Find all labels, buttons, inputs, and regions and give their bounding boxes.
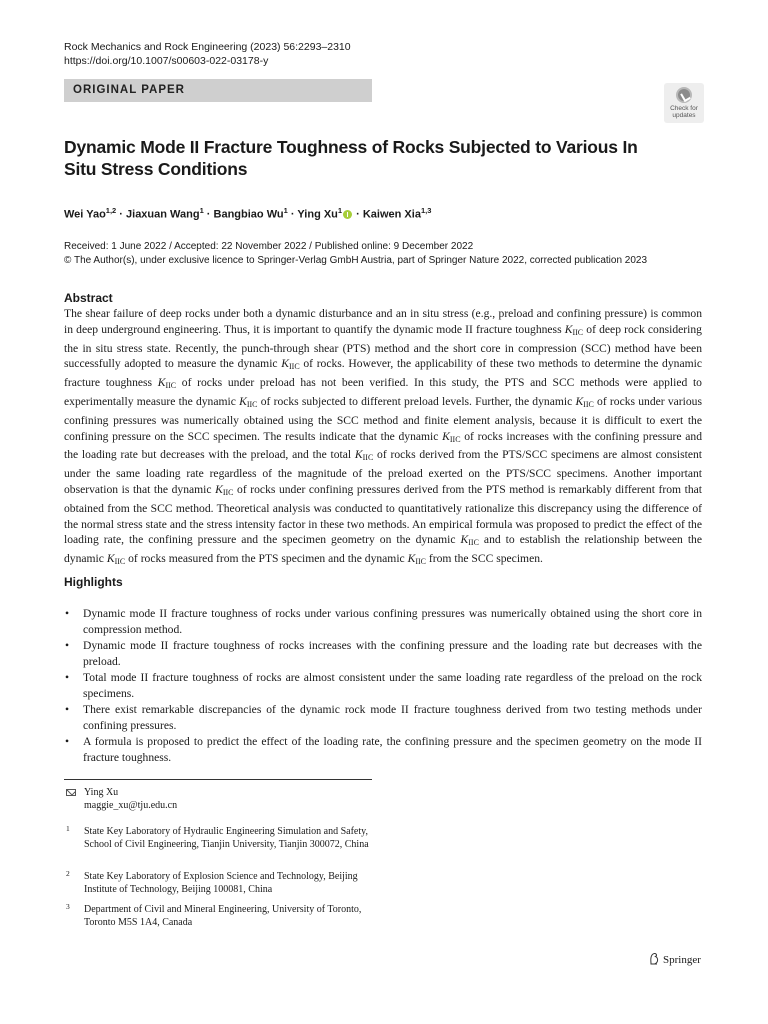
highlight-item: • Total mode II fracture toughness of rocks are almost consistent under the same loading rate regardless of the preload on the rock specimens.	[64, 670, 702, 702]
author-affil-ref[interactable]: 1,2	[105, 206, 117, 215]
author-separator: ·	[116, 208, 127, 221]
check-updates-text: Check for updates	[670, 105, 698, 119]
affiliation-number: 1	[66, 824, 70, 833]
affiliation-text: Department of Civil and Mineral Engineering, University of Toronto, Toronto M5S 1A4, Canada	[84, 904, 362, 928]
highlight-item: • Dynamic mode II fracture toughness of rocks under various confining pressures was numerically obtained using the short core in compression method.	[64, 606, 702, 638]
author-affil-ref[interactable]: 1,3	[420, 206, 432, 215]
article-type-label: ORIGINAL PAPER	[64, 79, 372, 102]
springer-horse-icon	[648, 952, 660, 965]
k-iic-symbol: $K_{IIC}$	[442, 429, 461, 444]
author-name[interactable]: Wei Yao	[64, 208, 106, 221]
highlight-item: • Dynamic mode II fracture toughness of rocks increases with the confining pressure and the loading rate but decreases with the preload.	[64, 638, 702, 670]
affiliation-number: 3	[66, 902, 70, 911]
author-affil-ref[interactable]: 1	[283, 206, 288, 215]
k-iic-symbol: $K_{IIC}$	[106, 552, 126, 567]
envelope-icon	[66, 789, 76, 796]
paper-title: Dynamic Mode II Fracture Toughness of Rocks Subjected to Various In Situ Stress Conditions	[64, 137, 638, 179]
highlights-heading: Highlights	[64, 575, 123, 589]
k-iic-symbol: $K_{IIC}$	[564, 322, 584, 337]
author-name[interactable]: Kaiwen Xia	[362, 208, 421, 221]
author-affil-ref[interactable]: 1	[337, 206, 343, 215]
author-list	[64, 204, 431, 222]
affiliation-number: 2	[66, 869, 70, 878]
author-separator: ·	[287, 208, 298, 221]
k-iic-symbol: $K_{IIC}$	[354, 448, 374, 463]
k-iic-symbol: $K_{IIC}$	[407, 552, 427, 567]
author-separator: ·	[353, 208, 363, 221]
author-name[interactable]: Bangbiao Wu	[213, 208, 284, 221]
check-updates-icon	[676, 87, 692, 103]
highlight-item: • There exist remarkable discrepancies of the dynamic rock mode II fracture toughness derived from two testing methods under confining pressures.	[64, 702, 702, 734]
author-name[interactable]: Ying Xu	[297, 208, 338, 221]
journal-citation: Rock Mechanics and Rock Engineering (2023) 56:2293–2310	[64, 41, 351, 53]
k-iic-symbol: $K_{IIC}$	[460, 533, 479, 548]
affiliation-text: State Key Laboratory of Hydraulic Engineering Simulation and Safety, School of Civil Engineering, Tianjin University, Tianjin 300072, China	[84, 826, 369, 850]
author-separator: ·	[203, 208, 214, 221]
corresponding-author-email[interactable]: maggie_xu@tju.edu.cn	[84, 800, 178, 811]
copyright-notice: © The Author(s), under exclusive licence to Springer-Verlag GmbH Austria, part of Springer Nature 2022, corrected publication 2023	[64, 255, 648, 266]
k-iic-symbol: $K_{IIC}$	[239, 394, 258, 409]
highlight-item: • A formula is proposed to predict the effect of the loading rate, the confining pressure and the specimen geometry on the mode II fracture toughness.	[64, 734, 702, 766]
highlights-list	[64, 606, 702, 766]
author-name[interactable]: Jiaxuan Wang	[126, 208, 200, 221]
abstract-heading: Abstract	[64, 291, 113, 305]
k-iic-symbol: $K_{IIC}$	[575, 394, 594, 409]
footnote-divider	[64, 779, 372, 780]
publication-dates: Received: 1 June 2022 / Accepted: 22 November 2022 / Published online: 9 December 2022	[64, 241, 474, 252]
corresponding-author-name: Ying Xu	[84, 787, 119, 798]
author-affil-ref[interactable]: 1	[199, 206, 204, 215]
affiliation-text: State Key Laboratory of Explosion Science and Technology, Beijing Institute of Technology, Beijing 100081, China	[84, 871, 358, 895]
abstract-body: The shear failure of deep rocks under both a dynamic disturbance and an in situ stress (e.g., preload and confining pressure) is common in deep underground engineering. Thus, it is important to quantify the dynamic mode II fracture toughness $K_{IIC}$ of deep rock considering the in situ stress state. Recently, the punch-through shear (PTS) method and the short core in compression (SCC) method have been successfully adopted to measure the dynamic $K_{IIC}$ of rocks. However, the applicability of these two methods to determine the dynamic fracture toughness $K_{IIC}$ of rocks under preload has not been verified. In this study, the PTS and SCC methods were applied to experimentally measure the dynamic $K_{IIC}$ of rocks subjected to different preload levels. Further, the dynamic $K_{IIC}$ of rocks under various confining pressures was numerically obtained using the SCC method and finite element analysis, because it is difficult to exert the confining pressure on the SCC specimen. The results indicate that the dynamic $K_{IIC}$ of rocks increases with the confining pressure and the loading rate but decreases with the preload, and the total $K_{IIC}$ of rocks derived from the PTS/SCC specimens are almost consistent under the same loading rate regardless of the magnitude of the preload exerted on the PTS/SCC specimens. Another important observation is that the dynamic $K_{IIC}$ of rocks under confining pressures derived from the PTS method is remarkably different from that obtained from the SCC method. Theoretical analysis was conducted to quantitatively rationalize this discrepancy using the difference of the normal stress state and the stress intensity factor in these two methods. An empirical formula was proposed to predict the effect of the loading rate, the confining pressure and the specimen geometry on the dynamic $K_{IIC}$ and to establish the relationship between the dynamic $K_{IIC}$ of rocks measured from the PTS specimen and the dynamic $K_{IIC}$ from the SCC specimen.	[64, 307, 703, 567]
doi-link[interactable]: https://doi.org/10.1007/s00603-022-03178-y	[64, 55, 269, 67]
check-for-updates-badge[interactable]	[664, 83, 704, 123]
k-iic-symbol: $K_{IIC}$	[281, 357, 300, 372]
k-iic-symbol: $K_{IIC}$	[157, 376, 177, 391]
orcid-icon[interactable]	[343, 210, 352, 219]
publisher-name: Springer	[663, 954, 701, 966]
k-iic-symbol: $K_{IIC}$	[215, 482, 234, 497]
publisher-logo	[648, 952, 701, 967]
